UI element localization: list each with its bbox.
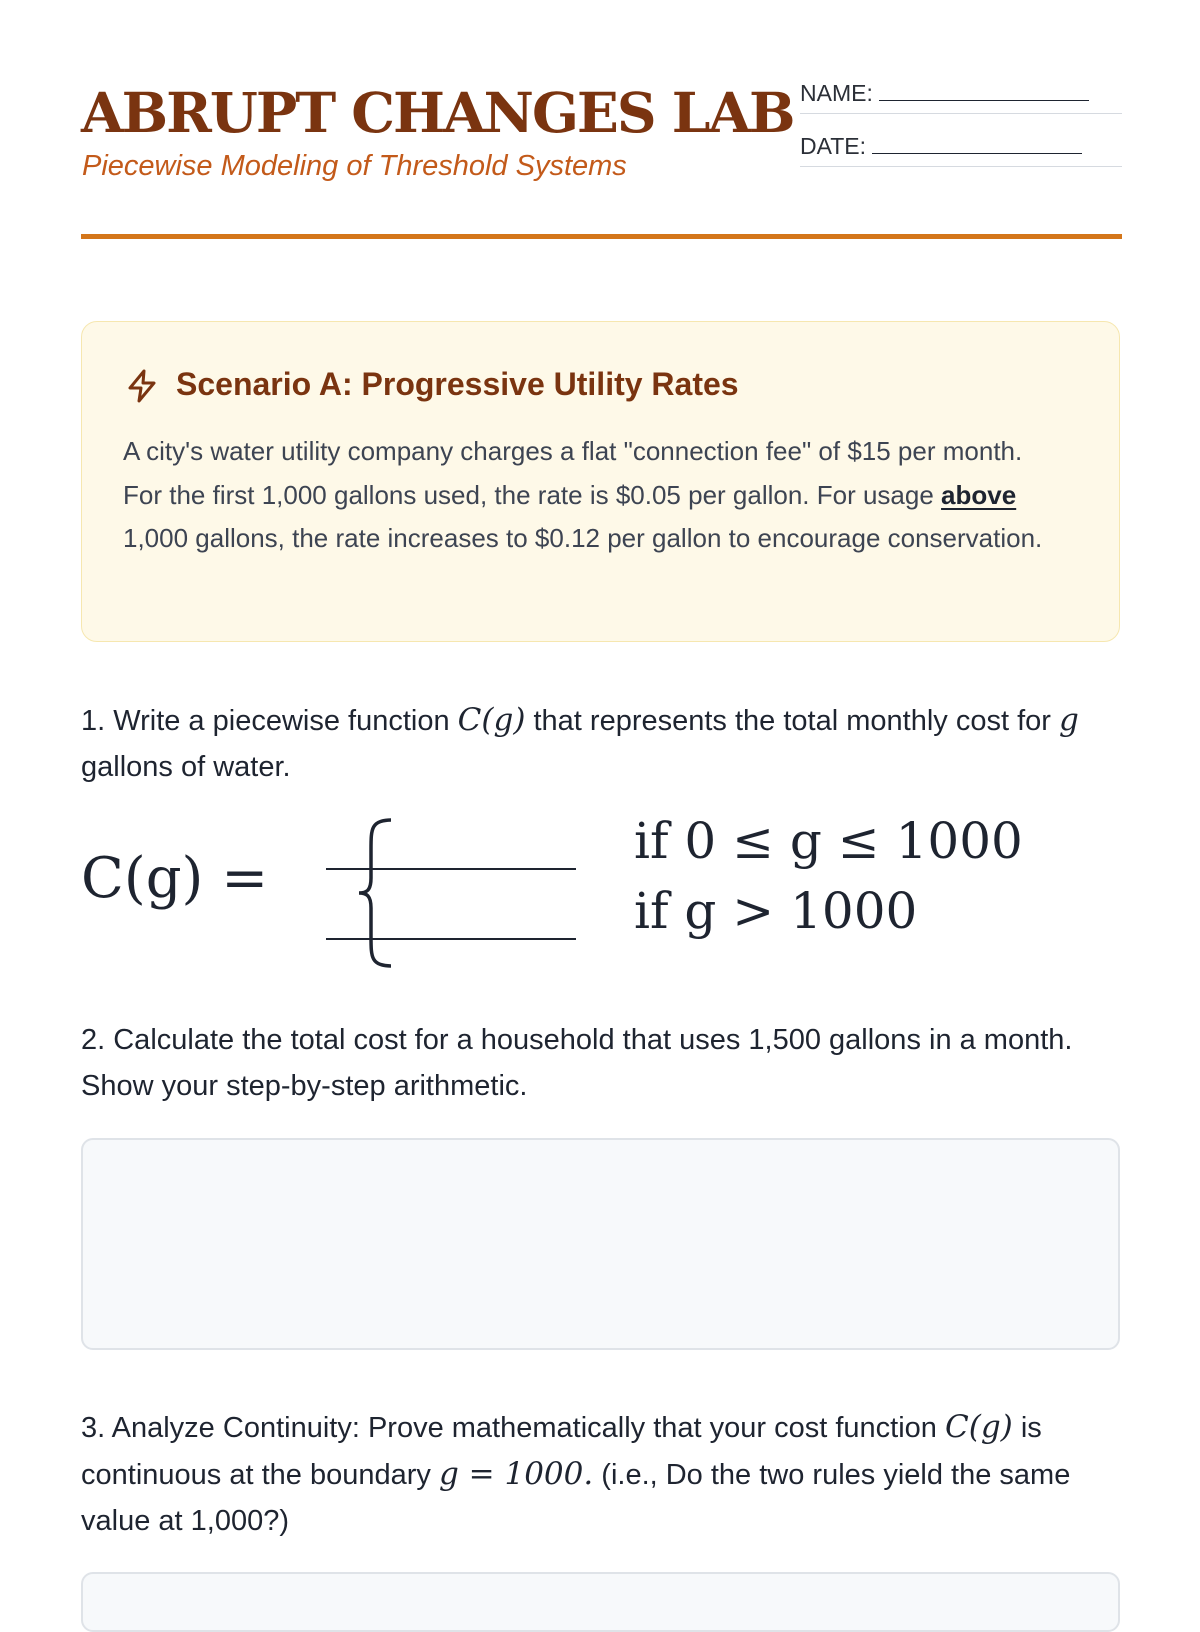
name-label: NAME: <box>800 80 873 106</box>
lightning-icon <box>124 368 160 404</box>
date-label: DATE: <box>800 133 867 159</box>
expression-blank-2[interactable] <box>326 938 576 940</box>
answer-box-3[interactable] <box>81 1572 1120 1632</box>
left-brace-icon <box>281 818 391 968</box>
scenario-description: A city's water utility company charges a flat "connection fee" of $15 per month. For the first 1,000 gallons used, the rate is $0.05 per gallon. For usage above 1,000 gallons, the rate increases to $0.12 per gallon to encourage conservation. <box>123 436 1043 553</box>
question-1: 1. Write a piecewise function C(g) that represents the total monthly cost for g gallons of water. <box>81 702 1079 783</box>
condition-1: if 0 ≤ g ≤ 1000 <box>634 812 1023 870</box>
question-2: 2. Calculate the total cost for a household that uses 1,500 gallons in a month. Show your step-by-step arithmetic. <box>81 1024 1073 1102</box>
date-field[interactable] <box>800 133 1122 167</box>
condition-2: if g > 1000 <box>634 882 918 940</box>
piecewise-function <box>81 812 1081 968</box>
worksheet-title: ABRUPT CHANGES LAB <box>81 80 794 145</box>
answer-box-2[interactable] <box>81 1138 1120 1350</box>
scenario-title: Scenario A: Progressive Utility Rates <box>176 366 739 402</box>
scenario-card <box>81 321 1120 642</box>
header-divider <box>81 234 1122 239</box>
name-field[interactable] <box>800 80 1122 114</box>
piecewise-lhs: C(g) = <box>81 846 269 911</box>
above-emphasis: above <box>941 479 1017 510</box>
worksheet-subtitle: Piecewise Modeling of Threshold Systems <box>82 150 627 182</box>
question-3: 3. Analyze Continuity: Prove mathematically that your cost function C(g) is continuous at the boundary g = 1000. (i.e., Do the two rules yield the same value at 1,000?) <box>81 1409 1071 1537</box>
expression-blank-1[interactable] <box>326 868 576 870</box>
